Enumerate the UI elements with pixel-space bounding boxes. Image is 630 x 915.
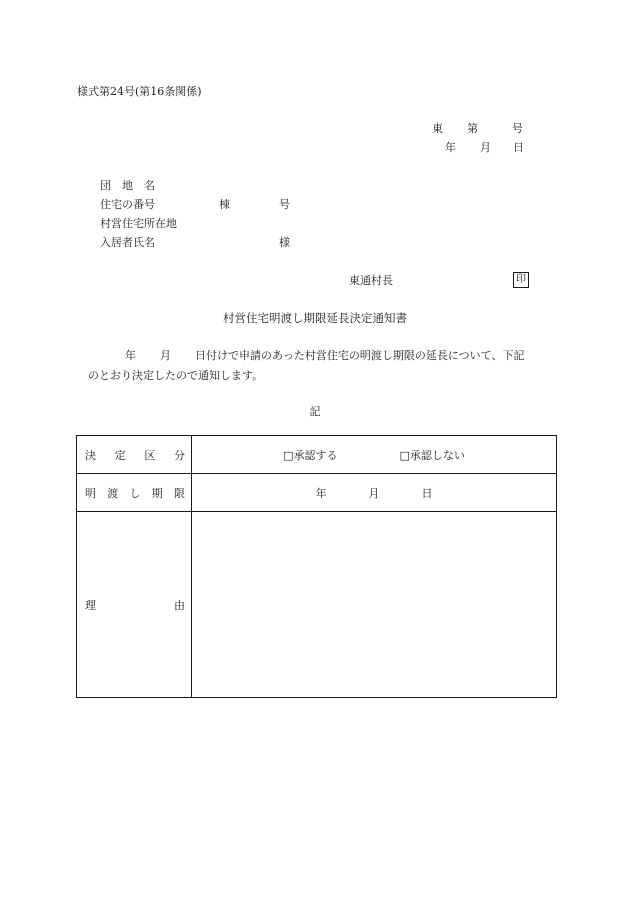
- address-label: 村営住宅所在地: [100, 217, 177, 230]
- decision-options-cell: [192, 436, 557, 474]
- approve-checkbox[interactable]: □承認する: [283, 448, 338, 462]
- document-title: 村営住宅明渡し期限延長決定通知書: [223, 311, 407, 325]
- body-line-2: のとおり決定したので通知します。: [88, 369, 264, 382]
- form-number: 様式第24号(第16条関係): [77, 85, 202, 98]
- tenant-name-label: 入居者氏名: [100, 236, 155, 249]
- house-number-label: 住宅の番号: [100, 198, 155, 211]
- reject-checkbox[interactable]: □承認しない: [399, 448, 465, 462]
- table-row-reason: [77, 512, 557, 698]
- doc-date-month: 月: [480, 141, 491, 154]
- deadline-label-cell: [77, 474, 192, 512]
- estate-name-label: 団 地 名: [100, 179, 155, 192]
- table-row-deadline: [77, 474, 557, 512]
- document-number: [432, 123, 523, 134]
- house-number-unit-label: 号: [279, 198, 290, 211]
- decision-table: [76, 435, 557, 698]
- ki-heading: 記: [309, 405, 321, 418]
- honorific: 様: [279, 236, 290, 249]
- deadline-label: 明 渡 し 期 限: [85, 486, 185, 500]
- deadline-day: 日: [421, 486, 433, 500]
- reason-label-cell: [77, 512, 192, 698]
- doc-number-mid: 第: [467, 122, 478, 135]
- document-date: [445, 142, 524, 153]
- doc-date-day: 日: [513, 141, 524, 154]
- table-row-decision: [77, 436, 557, 474]
- doc-date-year: 年: [445, 141, 456, 154]
- body-line1-text: 日付けで申請のあった村営住宅の明渡し期限の延長について、下記: [195, 349, 525, 362]
- body-month: 月: [160, 349, 171, 362]
- body-year: 年: [125, 349, 136, 362]
- building-unit-label: 棟: [219, 198, 230, 211]
- reason-value-cell[interactable]: [192, 512, 557, 698]
- doc-number-suffix: 号: [512, 122, 523, 135]
- decision-label: 決 定 区 分: [85, 448, 185, 462]
- reason-label: 理 由: [85, 598, 185, 612]
- issuer-name: 東通村長: [349, 274, 393, 287]
- doc-number-prefix: 東: [432, 122, 443, 135]
- deadline-month: 月: [368, 486, 380, 500]
- deadline-value-cell[interactable]: [192, 474, 557, 512]
- seal-mark: 印: [513, 272, 529, 288]
- body-line-1: [125, 350, 524, 361]
- decision-label-cell: [77, 436, 192, 474]
- deadline-year: 年: [315, 486, 327, 500]
